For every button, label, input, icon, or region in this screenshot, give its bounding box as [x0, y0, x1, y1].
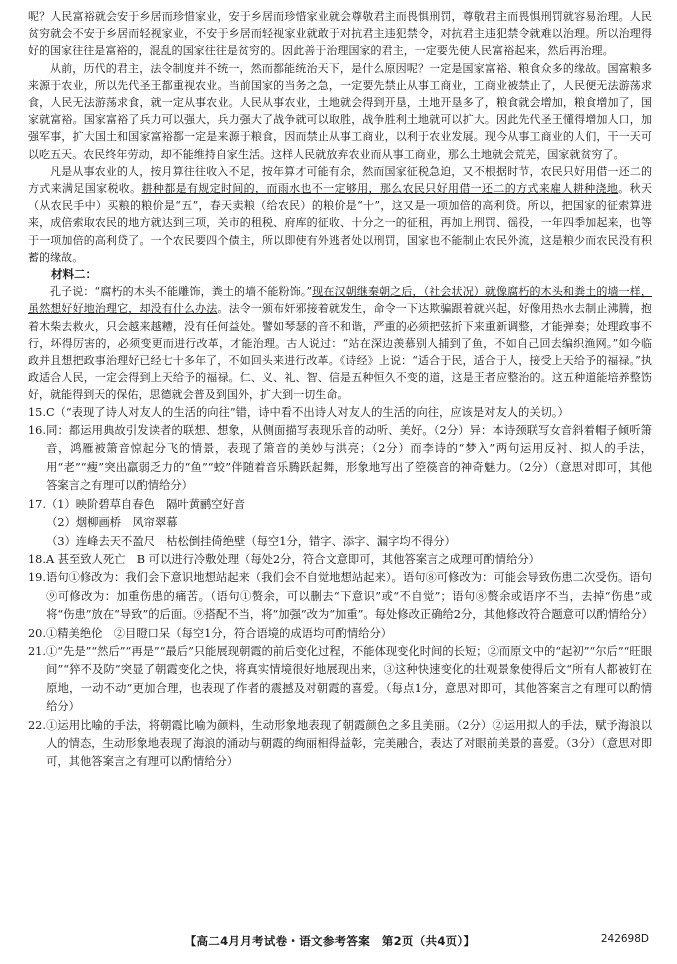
passage-3-text-a: 凡是从事农业的人，按月算往往收入不足，按年算才可能有余，然而国家征税急迫，又不根据时节，农民只好用借一还二的方式来满足国家税收。 [28, 164, 652, 196]
material-2-quote: 孔子说：“腐朽的木头不能雕饰，粪土的墙不能粉饰。” [50, 285, 313, 299]
passage-paragraph-2: 从前，历代的君主，法令制度并不统一，然而都能统治天下，是什么原因呢？一定是国家富裕、粮食众多的缘故。国富粮多来源于农业，所以先代圣王都重视农业。当前国家的当务之急，一定要先禁止从事工商业，工商业被禁止了，人民便无法游荡求食，人民无法游荡求食，就一定从事农业。人民从事农业，土地就会得到开垦，土地开垦多了，粮食就会增加，粮食增加了，国家就富裕。国家富裕了兵力可以强大，兵力强大了战争就可以取胜，战争胜利土地就可以扩大。因此先代圣王懂得增加人口，加强军事，扩大国土和国家富裕都一定是来源于粮食，因而禁止从事工商业，以利于农业发展。现今从事工商业的人们，干一天可以吃五天。农民终年劳动，却不能维持自家生活。这样人民就放弃农业而从事工商业，那么土地就会荒芜，国家就贫穷了。 [28, 61, 652, 161]
answer-17-1: 17.（1）映阶碧草自春色 隔叶黄鹂空好音 [28, 497, 246, 511]
answer-16: 16.同：都运用典故引发读者的联想、想象，从侧面描写表现乐音的动听、美好。（2分）异：本诗颈联写女音斜着帽子倾听箫音，鸿雁被箫音惊起分飞的情景，表现了箫音的美妙与洪亮；（2分）而李诗的“梦入”两句运用反衬、拟人的手法，用“老”“瘦”突出羸弱乏力的“鱼”“蛟”伴随着音乐腾跃起舞，形象地写出了箜篌音的神奇魅力。（2分）（意思对即可，其他答案言之有理可以酌情给分） [28, 424, 652, 493]
footer-code: 242698D [600, 933, 649, 945]
material-2-underlined: 现在汉朝继秦朝之后，（社会状况）就像腐朽的木头和粪土的墙一样，虽然想好好地治理它，却没有什么办法 [28, 285, 652, 316]
answer-19: 19.语句①修改为：我们会下意识地想站起来（我们会不自觉地想站起来）。语句⑧可修改为：可能会导致伤患二次受伤。语句⑨可修改为：加重伤患的痛苦。（语句①赘余，可以删去“下意识”或“不自觉”；语句⑧赘余或语序不当，去掉“伤患”或将“伤患”放在“导致”的后面。⑨搭配不当，将“加强”改为“加重”。每处修改正确给2分，其他修改符合题意可以酌情给分） [28, 571, 654, 622]
answer-18: 18.A 甚至致人死亡 B 可以进行冷敷处理（每处2分，符合文意即可，其他答案言之成理可酌情给分） [28, 552, 540, 566]
answer-17-2: （2）烟柳画桥 风帘翠幕 [46, 516, 178, 530]
footer-title: 【高二4月月考试卷・语文参考答案 第2页（共4页）】 [184, 934, 476, 948]
answer-21: 21.①“先是”“然后”“再是”“最后”只能展现朝霞的前后变化过程，不能体现变化时间的长短；②而原文中的“起初”“尔后”“旺眼间”“猝不及防”突显了朝霞变化之快，将真实情境很好地展现出来，③这种快速变化的壮观景象使得后文“所有人都被钉在原地，一动不动”更加合理，也表现了作者的震撼及对朝霞的喜爱。（每点1分，意思对即可，其他答案言之有理可以酌情给分） [28, 644, 653, 714]
passage-3-text-b: 。秋天（从农民手中）买粮的粮价是“五”，春天卖粮（给农民）的粮价是“十”，这又是一项加倍的高利贷。所以，把国家的征索算进来，成倍索取农民的地方就达到三项，关市的租税、府库的征收、十分之一的征租，再加上刑罚、徭役，一年四季加起来，也等于一项加倍的高利贷了。一个农民要四个债主，所以即使有外逃者处以刑罚，国家也不能制止农民外流，这是粮少而农民没有积蓄的缘故。 [28, 182, 653, 264]
answer-17-3: （3）连峰去天不盈尺 枯松倒挂倚绝壁（每空1分，错字、添字、漏字均不得分） [46, 534, 456, 548]
passage-paragraph-1: 呢？人民富裕就会安于乡居而珍惜家业，安于乡居而珍惜家业就会尊敬君主而畏惧刑罚，尊敬君主而畏惧刑罚就容易治理。人民贫穷就会不安于乡居而轻视家业，不安于乡居而轻视家业就敢于对抗君主违犯禁令，对抗君主违犯禁令就难以治理。所以治理得好的国家往往是富裕的，混乱的国家往往是贫穷的。因此善于治理国家的君主，一定要先使人民富裕起来，然后再治理。 [28, 10, 652, 58]
answer-22: 22.①运用比喻的手法，将朝霞比喻为颜料，生动形象地表现了朝霞颜色之多且美丽。（2分）②运用拟人的手法，赋予海浪以人的情态，生动形象地表现了海浪的涌动与朝霞的绚丽相得益彰，完美融合，表达了对眼前美景的喜爱。（3分）（意思对即可，其他答案言之有理可以酌情给分） [28, 718, 653, 769]
passage-paragraph-3 [28, 163, 652, 266]
material-2-paragraph [28, 283, 652, 403]
page-footer [0, 933, 677, 953]
answer-20: 20.①精美绝伦 ②目瞪口呆（每空1分，符合语境的成语均可酌情给分） [28, 626, 393, 640]
passage-3-underlined: 耕种都是有规定时间的，而雨水也不一定够用，那么农民只好用借一还二的方式来雇人耕种浇地 [141, 182, 619, 196]
document-page [28, 8, 652, 772]
material-2-text: 。法令一颁布奸邪接着就发生，命令一下达欺骗跟着就兴起，好像用热水去制止沸腾，抱着木柴去救火，只会越来越糟，没有任何益处。譬如琴瑟的音不和谐，严重的必须把弦折下来重新调整，才能弹奏；处理政事不行，坏得厉害的，必须变更而进行改革，才能治理。古人说过：“站在深边羡慕别人捕到了鱼，不如自己回去编织渔网。”如今临政并且想把政事治理好已经七十多年了，不如回头来进行改革。《诗经》上说：“适合于民，适合于人，接受上天给予的福禄。”执政适合人民，一定会得到上天给予的福禄。仁、义、礼、智、信是五种恒久不变的道，这是王者应整治的。这五种道能培养整饬好，就能得到天的保佑，思德就会普及到国外，扩大到一切生命。 [28, 302, 652, 402]
answer-15: 15.C（“表现了诗人对友人的生活的向往”错，诗中看不出诗人对友人的生活的向往，应该是对友人的关切。） [28, 405, 569, 419]
material-2-heading: 材料二： [51, 267, 97, 282]
